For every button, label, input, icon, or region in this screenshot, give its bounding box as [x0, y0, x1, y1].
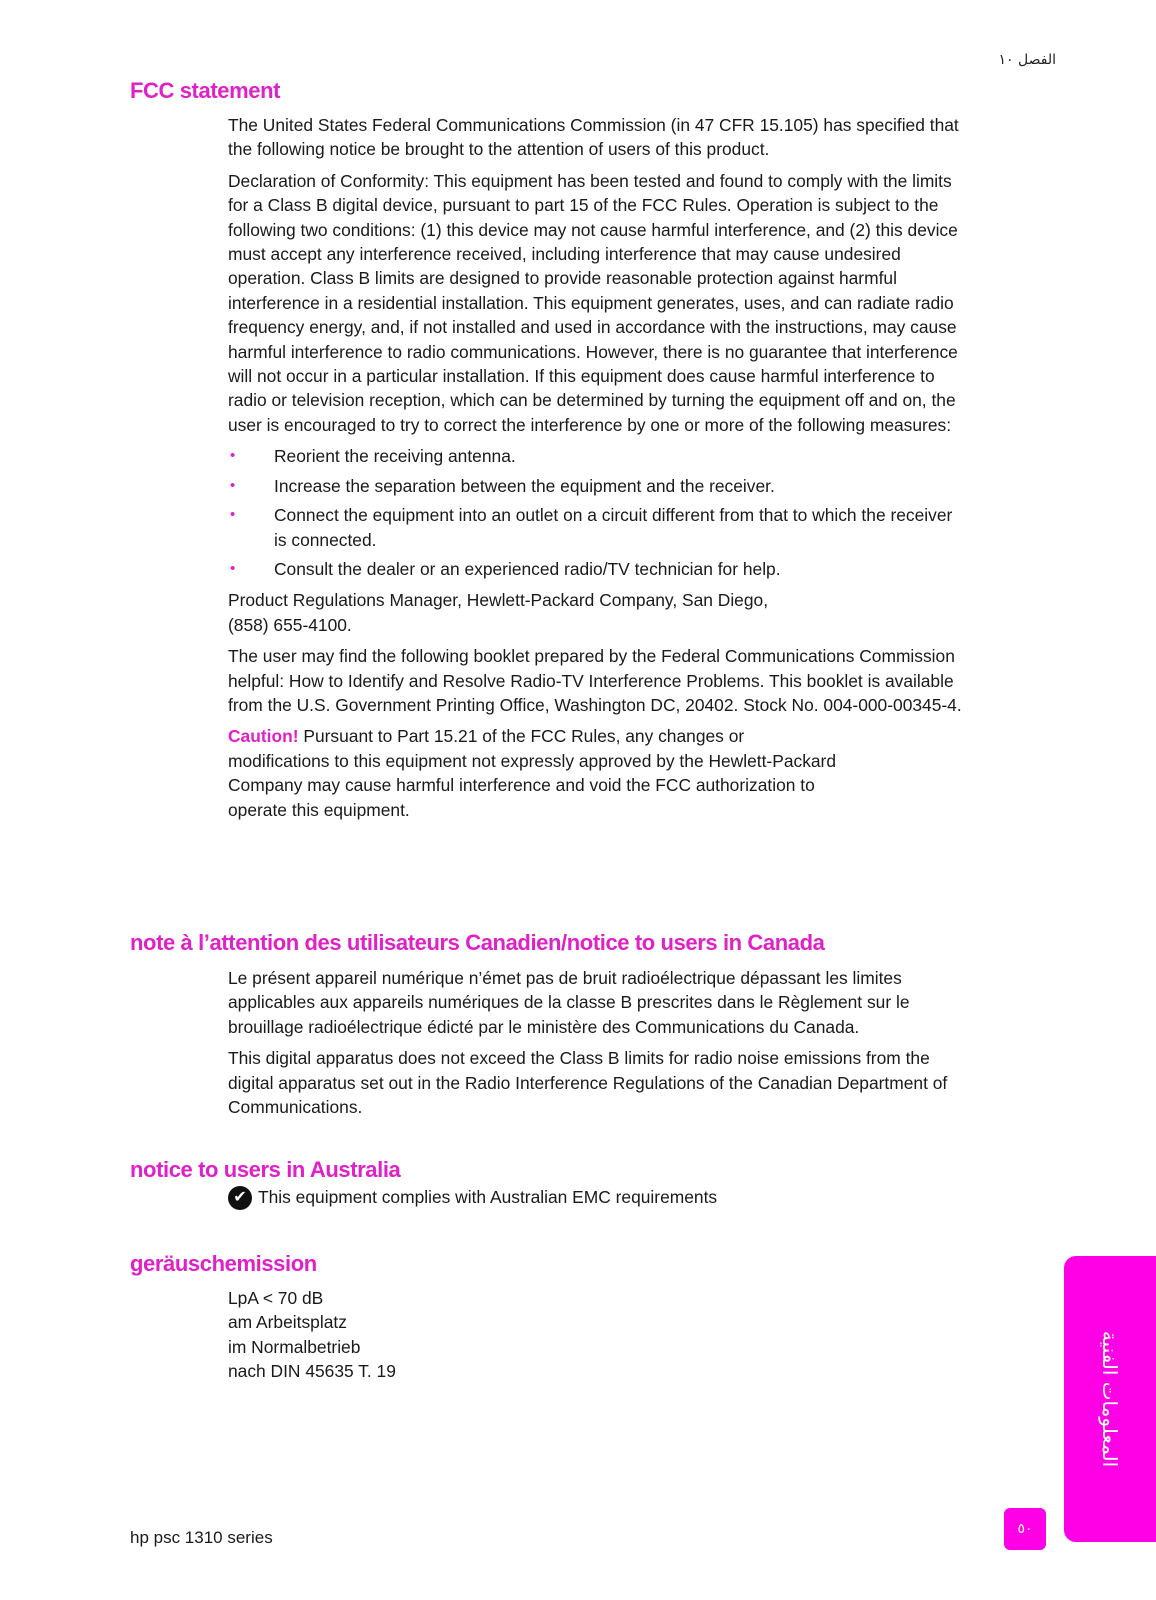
- chapter-label: الفصل ١٠: [998, 52, 1056, 68]
- australia-text: This equipment complies with Australian EMC requirements: [258, 1187, 718, 1207]
- canada-heading: note à l’attention des utilisateurs Canadien/notice to users in Canada: [130, 930, 825, 955]
- australia-section: [228, 1185, 968, 1210]
- fcc-contact: Product Regulations Manager, Hewlett-Packard Company, San Diego, (858) 655-4100.: [228, 590, 769, 635]
- australia-heading: notice to users in Australia: [130, 1157, 401, 1182]
- canada-paragraph-en: This digital apparatus does not exceed the Class B limits for radio noise emissions from the digital apparatus set out in the Radio Interference Regulations of the Canadian Department of Communications.: [228, 1048, 948, 1118]
- noise-section: [228, 1286, 968, 1384]
- fcc-measures-list: [228, 444, 968, 581]
- caution-note: [228, 724, 848, 822]
- fcc-paragraph-2: Declaration of Conformity: This equipment has been tested and found to comply with the limits for a Class B digital device, pursuant to part 15 of the FCC Rules. Operation is subject to the following two conditions: (1) this device may not cause harmful interference, and (2) this device must accept any interference received, including interference that may cause undesired operation. Class B limits are designed to provide reasonable protection against harmful interference in a residential installation. This equipment generates, uses, and can radiate radio frequency energy, and, if not installed and used in accordance with the instructions, may cause harmful interference to radio communications. However, there is no guarantee that interference will not occur in a particular installation. If this equipment does cause harmful interference to radio or television reception, which can be determined by turning the equipment off and on, the user is encouraged to try to correct the interference by one or more of the following measures:: [228, 170, 958, 435]
- c-tick-mark-icon: ✔: [228, 1186, 252, 1210]
- footer-product-name: hp psc 1310 series: [130, 1528, 273, 1547]
- bullet-icon: •: [230, 476, 236, 494]
- fcc-paragraph-1: The United States Federal Communications Commission (in 47 CFR 15.105) has specified that the following notice be brought to the attention of users of this product.: [228, 115, 959, 160]
- list-item: • Connect the equipment into an outlet on a circuit different from that to which the receiver is connected.: [230, 505, 953, 550]
- list-item: • Increase the separation between the equipment and the receiver.: [228, 474, 968, 498]
- bullet-icon: •: [230, 559, 236, 577]
- canada-section: [228, 966, 968, 1126]
- noise-line: am Arbeitsplatz: [228, 1312, 347, 1333]
- canada-paragraph-fr: Le présent appareil numérique n’émet pas de bruit radioélectrique dépassant les limites applicables aux appareils numériques de la classe B prescrites dans le Règlement sur le brouillage radioélectrique édicté par le ministère des Communications du Canada.: [228, 968, 910, 1037]
- bullet-icon: •: [230, 506, 236, 524]
- noise-heading: geräuschemission: [130, 1251, 317, 1276]
- bullet-icon: •: [230, 447, 236, 465]
- noise-line: nach DIN 45635 T. 19: [228, 1361, 396, 1382]
- noise-line: LpA < 70 dB: [228, 1288, 324, 1308]
- side-tab-label: المعلومات الفنية: [1098, 1330, 1122, 1468]
- fcc-section: [228, 113, 968, 829]
- fcc-heading: FCC statement: [130, 78, 281, 103]
- noise-line: im Normalbetrieb: [228, 1336, 361, 1357]
- fcc-paragraph-booklet: The user may find the following booklet prepared by the Federal Communications Commission helpful: How to Identify and Resolve Radio-TV Interference Problems. This booklet is available from the U.S. Government Printing Office, Washington DC, 20402. Stock No. 004-000-00345-4.: [228, 646, 962, 715]
- page-number: ٥٠: [1004, 1508, 1046, 1550]
- side-section-tab: [1064, 1256, 1156, 1542]
- list-item: • Reorient the receiving antenna.: [228, 444, 968, 468]
- caution-label: Caution!: [228, 726, 299, 747]
- caution-text: Pursuant to Part 15.21 of the FCC Rules, any changes or modifications to this equipment not expressly approved by the Hewlett-Packard Company may cause harmful interference and void the FCC authorization to operate this equipment.: [228, 726, 837, 820]
- list-item: • Consult the dealer or an experienced radio/TV technician for help.: [228, 557, 968, 581]
